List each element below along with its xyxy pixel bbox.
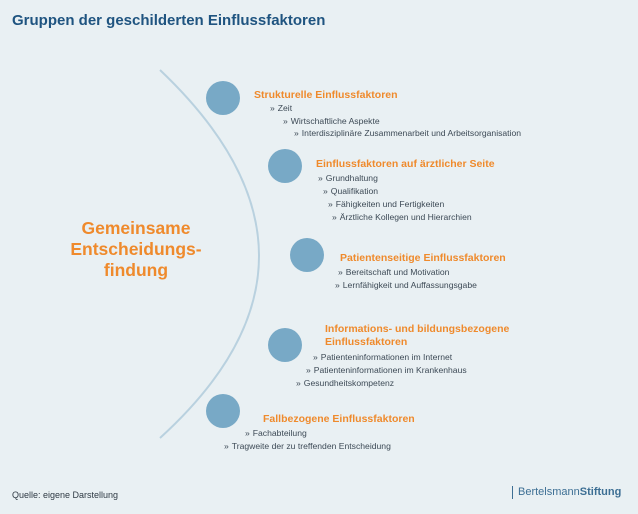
node-structural (206, 81, 240, 115)
list-item: » Bereitschaft und Motivation (338, 267, 450, 277)
list-item: » Gesundheitskompetenz (296, 378, 395, 388)
center-label (56, 218, 216, 281)
list-item: » Ärztliche Kollegen und Hierarchien (332, 212, 472, 222)
list-item: » Zeit (270, 103, 293, 113)
list-item: » Tragweite der zu treffenden Entscheidung (224, 441, 391, 451)
center-label-line3: findung (103, 260, 169, 280)
list-item: » Interdisziplinäre Zusammenarbeit und Arbeitsorganisation (294, 128, 522, 138)
node-case (206, 394, 240, 428)
list-item: » Patienteninformationen im Internet (313, 352, 453, 362)
group-information-title-line1: Informations- und bildungsbezogene (325, 323, 510, 335)
brand-logo: BertelsmannStiftung (512, 486, 621, 499)
group-structural-title: Strukturelle Einflussfaktoren (254, 89, 398, 101)
node-physician (268, 149, 302, 183)
list-item: » Qualifikation (323, 186, 379, 196)
source-note: Quelle: eigene Darstellung (12, 490, 119, 500)
group-patient-title: Patientenseitige Einflussfaktoren (340, 252, 506, 264)
group-information-title-line2: Einflussfaktoren (325, 336, 408, 348)
list-item: » Fachabteilung (245, 428, 307, 438)
list-item: » Grundhaltung (318, 173, 378, 183)
group-information-title (325, 323, 509, 349)
node-patient (290, 238, 324, 272)
node-information (268, 328, 302, 362)
center-label-line1: Gemeinsame (81, 218, 191, 238)
list-item: » Fähigkeiten und Fertigkeiten (328, 199, 445, 209)
list-item: » Wirtschaftliche Aspekte (283, 116, 380, 126)
list-item: » Lernfähigkeit und Auffassungsgabe (335, 280, 477, 290)
list-item: » Patienteninformationen im Krankenhaus (306, 365, 467, 375)
center-label-line2: Entscheidungs- (70, 239, 202, 259)
page-title: Gruppen der geschilderten Einflussfaktoren (12, 12, 326, 29)
group-physician-title: Einflussfaktoren auf ärztlicher Seite (316, 158, 495, 170)
group-case-title: Fallbezogene Einflussfaktoren (263, 413, 415, 425)
